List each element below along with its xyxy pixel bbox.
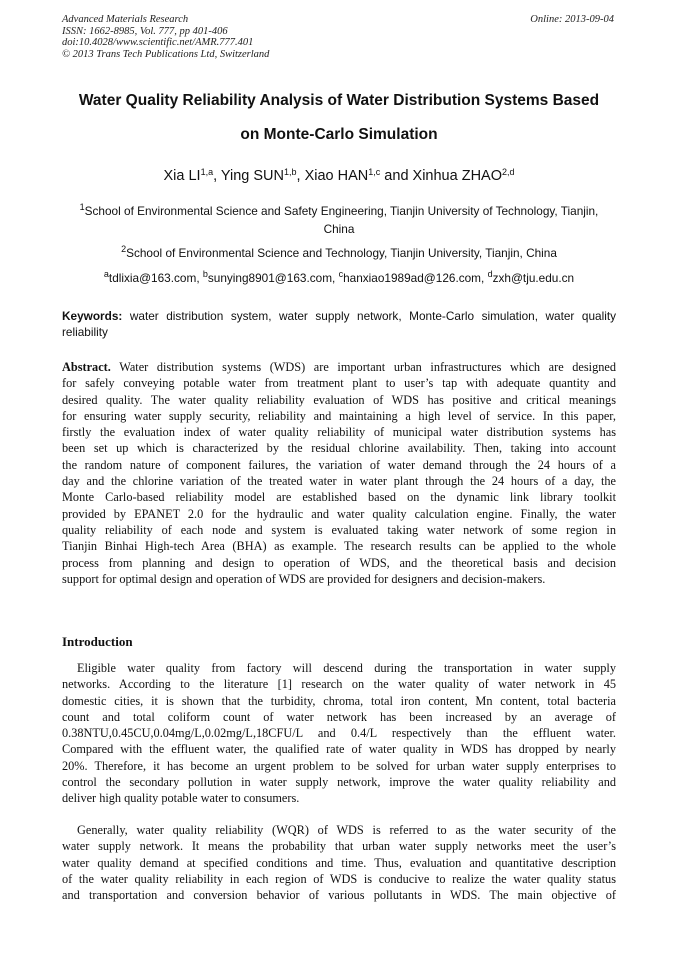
paragraph-line: Generally, water quality reliability (WQR) of WDS is referred to as the water security of the [77,823,616,837]
section-heading-introduction: Introduction [62,634,133,649]
abstract-line: process from planning and design to operation of WDS, and the theoretical basis and decision [62,555,616,570]
affiliation-sup: 2 [121,244,127,254]
paragraph-line: of the water quality reliability in each region of WDS is conducive to realize the water quality status [62,871,616,886]
paragraph-line: control the secondary pollution in water supply network, improve the water quality reliability and [62,775,616,790]
affiliation-text: China [323,222,355,236]
email-sup: d [487,269,493,279]
journal-name: Advanced Materials Research [62,14,189,25]
author-name: Ying SUN [220,168,285,184]
affiliation-2 [62,244,616,262]
paragraph-line: domestic cities, it is shown that the turbidity, chroma, total iron content, Mn content, total bacteria [62,693,616,708]
abstract-line: been set up which is characterized by the residual chlorine availability. Then, taking into account [62,441,616,456]
author-sup: 1,b [284,167,297,177]
paragraph-line: Compared with the effluent water, the qualified rate of water quality in WDS has dropped by nearly [62,742,616,757]
email-sup: c [338,269,344,279]
email-address[interactable]: tdlixia@163.com [108,271,197,285]
abstract-line: for ensuring water supply security, reliability and maintaining a high level of service. In this paper, [62,408,616,423]
paragraph-line: and transportation and conversion behavior of various pollutants in WDS. The main objective of [62,888,616,903]
author-list: Xia LI$^{1,a}$, Ying SUN$^{1,b}$, Xiao HAN$^{1,c}$ and Xinhua ZHAO$^{2,d}$ [163,167,515,184]
abstract-line: Monte Carlo-based reliability model are established based on the dynamic link library toolkit [62,490,616,505]
introduction-paragraph-1 [62,660,616,807]
author-sup: 2,d [502,167,515,177]
affiliation-text: School of Environmental Science and Safety Engineering, Tianjin University of Technology, Tianjin, [84,204,599,218]
email-sup: b [202,269,208,279]
journal-meta [62,14,269,60]
abstract-line: for safely conveying potable water from treatment plant to user’s tap with adequate quantity and [62,376,616,391]
affiliation-text: School of Environmental Science and Technology, Tianjin University, Tianjin, China [126,246,557,260]
author-sup: 1,a [200,167,214,177]
author-name: Xiao HAN [304,168,369,184]
abstract-line: support for optimal design and operation of WDS are provided for designers and decision-makers. [62,571,546,586]
abstract-line: desired quality. The water quality reliability evaluation of WDS has positive and critical meanings [62,392,616,407]
paper-title-line-2: on Monte-Carlo Simulation [240,126,438,143]
paragraph-line: deliver high quality potable water to consumers. [62,791,300,806]
paragraph-line: water quality demand at specified conditions and time. Thus, evaluation and quantitative description [62,855,616,870]
paragraph-line: water supply network. It means the probability that urban water supply networks meet the user’s [62,839,616,854]
abstract-line: firstly the evaluation index of water quality reliability of municipal water distribution systems has [62,425,616,440]
abstract-line: Water distribution systems (WDS) are important urban infrastructures which are designed [119,360,616,374]
keywords-text: water distribution system, water supply network, Monte-Carlo simulation, water quality reliability [62,309,616,339]
abstract-line: provided by EPANET 2.0 for the hydraulic and water quality calculation engine. Finally, the water [62,506,616,521]
paragraph-line: 0.38NTU,0.45CU,0.04mg/L,0.02mg/L,18CFU/L and 0.4/L respectively than the effluent water. [62,726,616,741]
introduction-paragraph-2 [62,822,616,903]
email-address[interactable]: hanxiao1989ad@126.com [343,271,482,285]
affiliation-1 [62,202,616,238]
abstract-line: quality reliability of each node and system is evaluated taking water network of some region in [62,522,616,537]
abstract-label: Abstract. [62,360,111,374]
paragraph-line: networks. According to the literature [1] research on the water quality of water network in 45 [62,677,616,692]
author-name: Xinhua ZHAO [412,168,502,184]
email-address[interactable]: zxh@tju.edu.cn [492,271,575,285]
paragraph-line: Eligible water quality from factory will descend during the transportation in water supply [77,661,616,675]
email-address[interactable]: sunying8901@163.com [207,271,333,285]
doi-line: doi:10.4028/www.scientific.net/AMR.777.401 [62,37,254,49]
paragraph-line: 20%. Therefore, it has become an urgent problem to be solved for urban water supply enterprises to [62,758,616,773]
paragraph-line: count and total coliform count of water network has been increased by an average of [62,709,616,724]
issn-line: ISSN: 1662-8985, Vol. 777, pp 401-406 [62,25,228,37]
paper-title-line-1: Water Quality Reliability Analysis of Water Distribution Systems Based [78,92,600,109]
email-sup: a [103,269,109,279]
author-sup: 1,c [368,167,381,177]
abstract [62,359,616,587]
online-date: Online: 2013-09-04 [530,14,614,25]
abstract-line: day and the chlorine variation of the treated water in water plant through the 24 hours of a day, the [62,474,616,489]
email-list: $^a$tdlixia@163.com, $^b$sunying8901@163.com, $^c$hanxiao1989ad@126.com, $^d$zxh@tju.edu.cn [103,269,575,285]
keywords [62,308,616,340]
abstract-line: Tianjin Binhai High-tech Area (BHA) as example. The research results can be applied to the whole [62,539,616,554]
affiliation-sup: 1 [79,202,85,212]
copyright-line: © 2013 Trans Tech Publications Ltd, Switzerland [62,48,270,60]
author-name: Xia LI [163,168,201,184]
abstract-line: the random nature of component failures, the variation of water demand through the 24 hours of a [62,457,616,472]
keywords-label: Keywords: [62,309,123,323]
